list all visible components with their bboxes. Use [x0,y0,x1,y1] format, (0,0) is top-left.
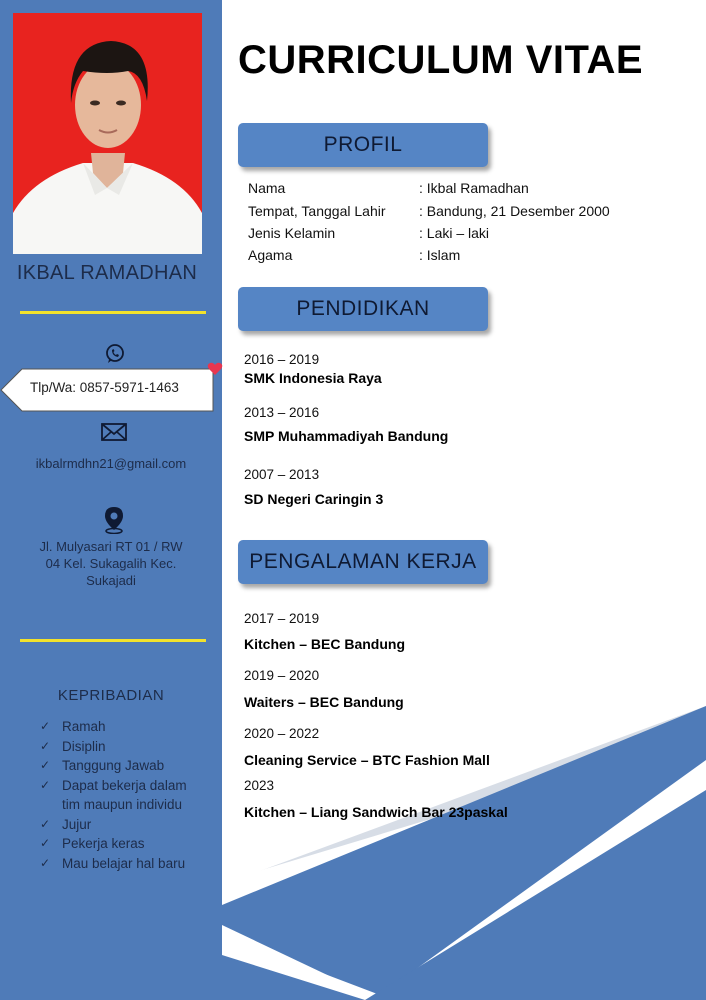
checkmark-icon: ✓ [40,816,51,831]
email-text: ikbalrmdhn21@gmail.com [35,456,187,471]
education-years: 2007 – 2013 [244,467,320,482]
experience-years: 2023 [244,778,275,793]
list-item: ✓ Pekerja keras [40,834,210,854]
kepribadian-list [40,717,210,873]
profile-photo [13,13,202,254]
page-title: CURRICULUM VITAE [238,38,644,82]
profil-value: : Ikbal Ramadhan [419,180,529,196]
education-school: SMK Indonesia Raya [244,370,382,386]
education-school: SMP Muhammadiyah Bandung [244,428,449,444]
phone-tag [0,368,214,412]
address-line-3: Sukajadi [86,573,136,588]
list-item: ✓ Jujur [40,815,210,835]
divider-line [20,639,206,642]
checkmark-icon: ✓ [40,855,51,870]
list-item: ✓ Tanggung Jawab [40,756,210,776]
address-line-1: Jl. Mulyasari RT 01 / RW [39,539,183,554]
experience-years: 2019 – 2020 [244,668,320,683]
phone-text: Tlp/Wa: 0857-5971-1463 [30,380,179,395]
checkmark-icon: ✓ [40,719,51,733]
profil-value: : Islam [419,247,461,263]
envelope-icon [101,423,127,441]
section-header-pengalaman: PENGALAMAN KERJA [238,540,488,584]
checkmark-icon: ✓ [40,738,51,753]
experience-job: Waiters – BEC Bandung [244,694,404,710]
list-item: ✓ Ramah [40,717,210,737]
heart-icon [207,362,223,376]
address-line-2: 04 Kel. Sukagalih Kec. [45,556,177,571]
experience-years: 2020 – 2022 [244,726,320,741]
divider-line [20,311,206,314]
whatsapp-icon [104,343,126,365]
list-item: ✓ Mau belajar hal baru [40,854,210,874]
education-school: SD Negeri Caringin 3 [244,491,384,507]
list-item: ✓ Disiplin [40,737,210,757]
section-header-pendidikan: PENDIDIKAN [238,287,488,331]
sidebar [0,0,222,1000]
profile-name: IKBAL RAMADHAN [16,262,198,284]
checkmark-icon: ✓ [40,777,51,792]
profil-label: Tempat, Tanggal Lahir [248,203,386,219]
list-item: ✓ Dapat bekerja dalam [40,776,210,796]
experience-years: 2017 – 2019 [244,611,320,626]
location-pin-icon [102,506,126,534]
kepribadian-title: KEPRIBADIAN [57,687,165,704]
checkmark-icon: ✓ [40,836,51,850]
education-years: 2013 – 2016 [244,405,320,420]
section-header-profil: PROFIL [238,123,488,167]
list-item-continuation: tim maupun individu [62,797,183,812]
experience-job: Kitchen – BEC Bandung [244,636,406,652]
profil-value: : Bandung, 21 Desember 2000 [419,203,610,219]
profil-value: : Laki – laki [419,225,490,241]
profil-label: Agama [248,247,293,263]
profil-label: Nama [248,180,286,196]
education-years: 2016 – 2019 [244,352,320,367]
checkmark-icon: ✓ [40,758,51,772]
experience-job: Cleaning Service – BTC Fashion Mall [244,752,490,768]
experience-job: Kitchen – Liang Sandwich Bar 23paskal [244,804,508,820]
profil-label: Jenis Kelamin [248,225,336,241]
